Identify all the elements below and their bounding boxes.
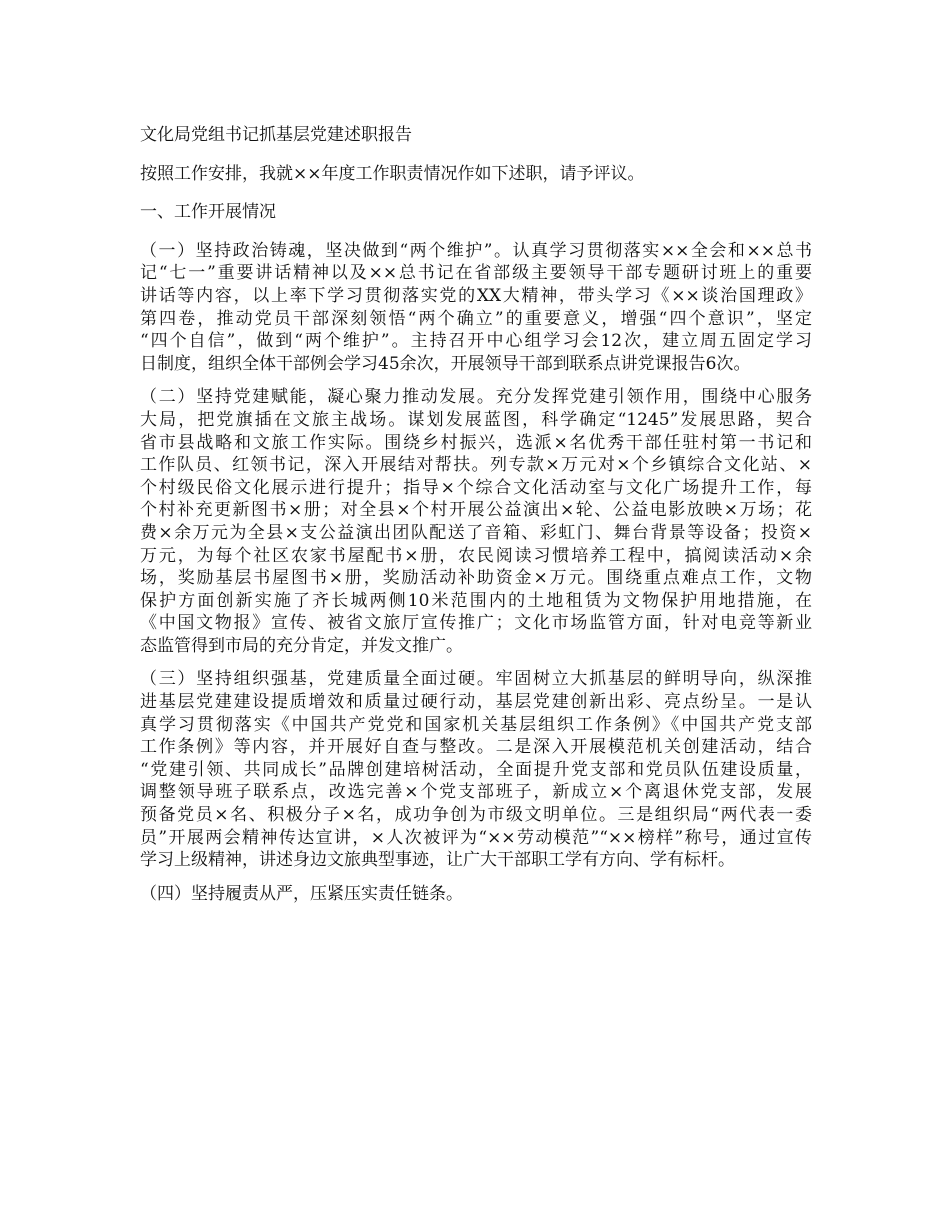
paragraph-line: 省市县战略和文旅工作实际。围绕乡村振兴，选派×名优秀干部任驻村第一书记和 bbox=[140, 432, 812, 453]
paragraph-line: 《中国文物报》宣传、被省文旅厅宣传推广；文化市场监管方面，针对电竞等新业 bbox=[140, 613, 812, 634]
paragraph-line: 工作队员、红领书记，深入开展结对帮扶。列专款×万元对×个乡镇综合文化站、× bbox=[140, 455, 812, 476]
paragraph-line: 学习上级精神，讲述身边文旅典型事迹，让广大干部职工学有方向、学有标杆。 bbox=[140, 850, 735, 871]
paragraph-line: （三）坚持组织强基，党建质量全面过硬。牢固树立大抓基层的鲜明导向，纵深推 bbox=[140, 669, 812, 690]
paragraph-line: 真学习贯彻落实《中国共产党党和国家机关基层组织工作条例》《中国共产党支部 bbox=[140, 714, 812, 735]
paragraph-line: 日制度，组织全体干部例会学习45余次，开展领导干部到联系点讲党课报告6次。 bbox=[140, 353, 751, 374]
paragraph-line: “四个自信”，做到“两个维护”。主持召开中心组学习会12次，建立周五固定学习 bbox=[140, 331, 812, 352]
paragraph-line: 第四卷，推动党员干部深刻领悟“两个确立”的重要意义，增强“四个意识”，坚定 bbox=[140, 308, 812, 329]
document-page bbox=[140, 124, 812, 916]
paragraph-line: 保护方面创新实施了齐长城两侧10米范围内的土地租赁为文物保护用地措施，在 bbox=[140, 590, 812, 611]
paragraph-line: 预备党员×名、积极分子×名，成功争创为市级文明单位。三是组织局“两代表一委 bbox=[140, 805, 812, 826]
paragraph-line: 工作条例》等内容，并开展好自查与整改。二是深入开展模范机关创建活动，结合 bbox=[140, 737, 812, 758]
paragraph-2 bbox=[140, 386, 812, 657]
paragraph-line: 个村补充更新图书×册；对全县×个村开展公益演出×轮、公益电影放映×万场；花 bbox=[140, 500, 812, 521]
paragraph-line: （二）坚持党建赋能，凝心聚力推动发展。充分发挥党建引领作用，围绕中心服务 bbox=[140, 387, 812, 408]
paragraph-line: 个村级民俗文化展示进行提升；指导×个综合文化活动室与文化广场提升工作，每 bbox=[140, 477, 812, 498]
intro-paragraph: 按照工作安排，我就××年度工作职责情况作如下述职，请予评议。 bbox=[140, 163, 645, 184]
paragraph-line: 记“七一”重要讲话精神以及××总书记在省部级主要领导干部专题研讨班上的重要 bbox=[140, 263, 812, 284]
paragraph-line: （一）坚持政治铸魂，坚决做到“两个维护”。认真学习贯彻落实××全会和××总书 bbox=[140, 240, 812, 261]
document-title: 文化局党组书记抓基层党建述职报告 bbox=[140, 125, 412, 145]
paragraph-line: 万元，为每个社区农家书屋配书×册，农民阅读习惯培养工程中，搞阅读活动×余 bbox=[140, 545, 812, 566]
paragraph-line: （四）坚持履责从严，压紧压实责任链条。 bbox=[140, 883, 463, 904]
paragraph-line: 费×余万元为全县×支公益演出团队配送了音箱、彩虹门、舞台背景等设备；投资× bbox=[140, 522, 812, 543]
paragraph-line: 进基层党建建设提质增效和质量过硬行动，基层党建创新出彩、亮点纷呈。一是认 bbox=[140, 692, 812, 713]
paragraph-line: 调整领导班子联系点，改选完善×个党支部班子，新成立×个离退休党支部，发展 bbox=[140, 782, 812, 803]
section-heading: 一、工作开展情况 bbox=[140, 202, 276, 223]
paragraph-line: 员”开展两会精神传达宣讲，×人次被评为“××劳动模范”“××榜样”称号，通过宣传 bbox=[140, 827, 812, 848]
paragraph-line: 场，奖励基层书屋图书×册，奖励活动补助资金×万元。围绕重点难点工作，文物 bbox=[140, 568, 812, 589]
paragraph-1 bbox=[140, 240, 812, 376]
paragraph-line: 大局，把党旗插在文旅主战场。谋划发展蓝图，科学确定“1245”发展思路，契合 bbox=[140, 409, 812, 430]
paragraph-line: 讲话等内容，以上率下学习贯彻落实党的XX大精神，带头学习《××谈治国理政》 bbox=[140, 285, 812, 306]
paragraph-4 bbox=[140, 883, 812, 906]
paragraph-line: 态监管得到市局的充分肯定，并发文推广。 bbox=[140, 635, 463, 656]
paragraph-line: “党建引领、共同成长”品牌创建培树活动，全面提升党支部和党员队伍建设质量， bbox=[140, 759, 812, 780]
paragraph-3 bbox=[140, 668, 812, 871]
